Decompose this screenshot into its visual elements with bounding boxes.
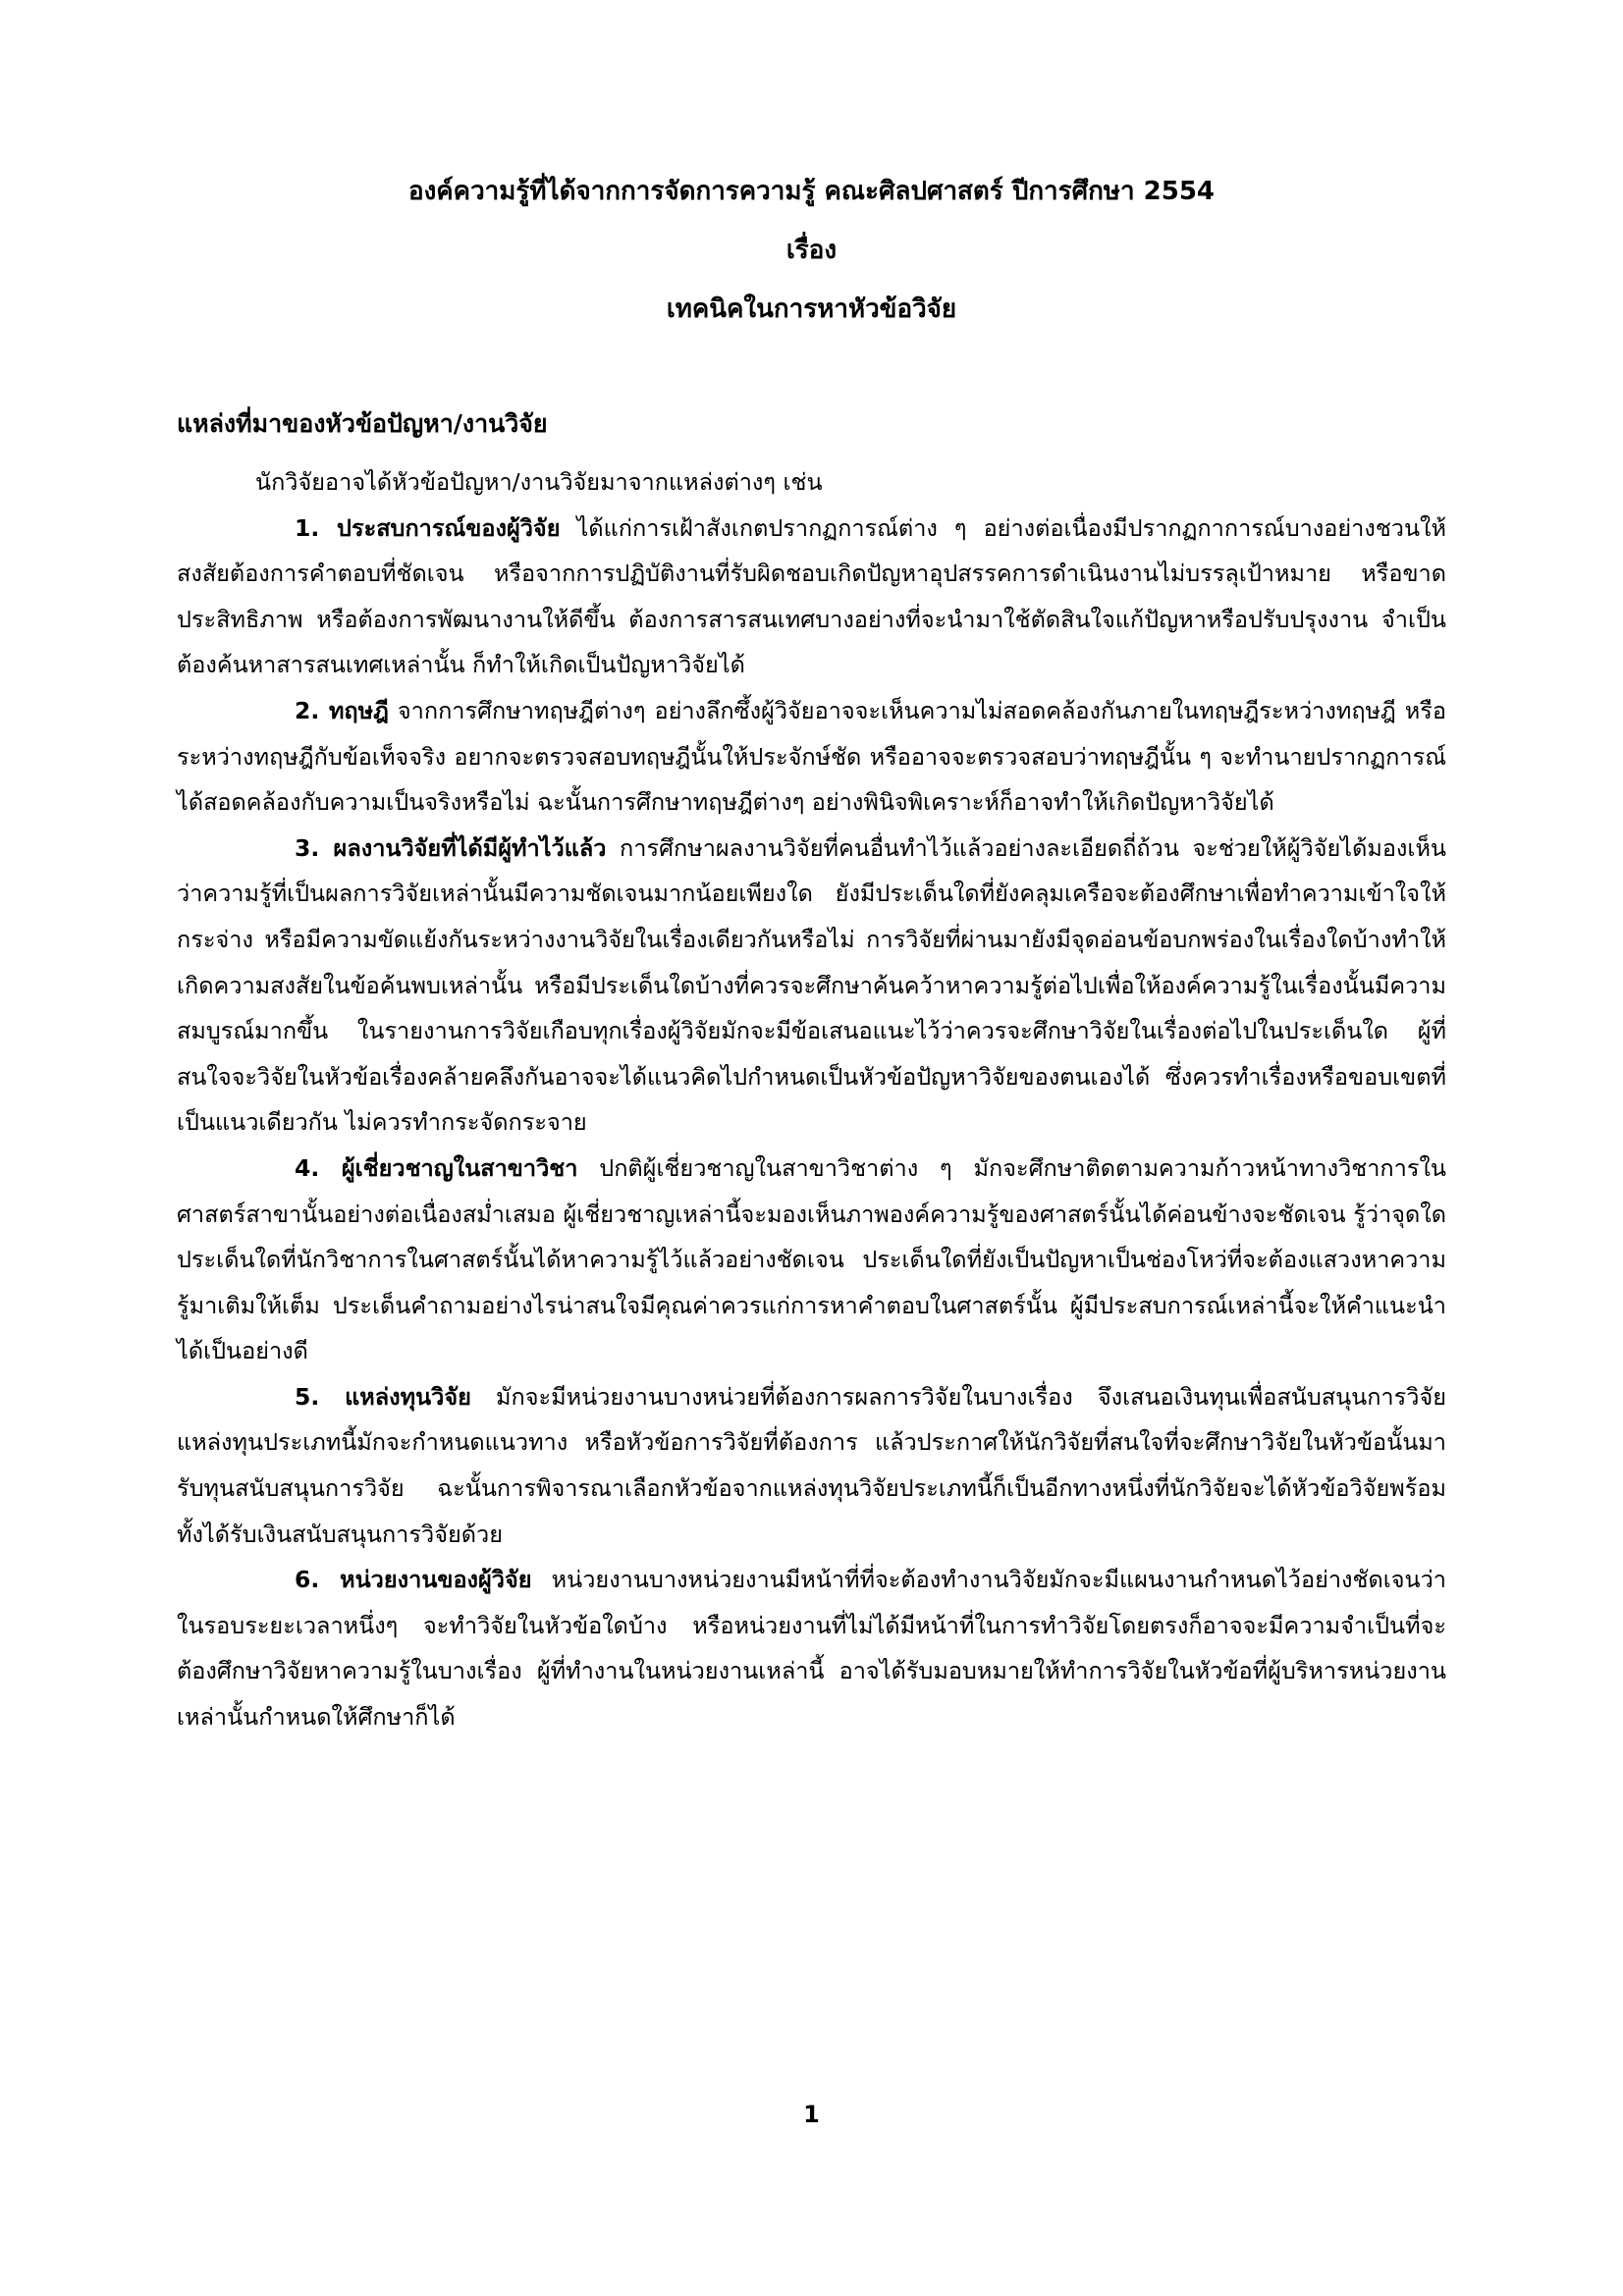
item-text: ปกติผู้เชี่ยวชาญในสาขาวิชาต่าง ๆ มักจะศึกษาติดตามความก้าวหน้าทางวิชาการในศาสตร์สาขานั้นอย่างต่อเนื่องสม่ำเสมอ ผู้เชี่ยวชาญเหล่านี้จะมองเห็นภาพองค์ความรู้ของศาสตร์นั้นได้ค่อนข้างจะชัดเจน รู้ว่าจุดใดประเด็นใดที่นักวิชาการในศาสตร์นั้นได้หาความรู้ไว้แล้วอย่างชัดเจน ประเด็นใดที่ยังเป็นปัญหาเป็นช่องโหว่ที่จะต้องแสวงหาความรู้มาเติมให้เต็ม ประเด็นคำถามอย่างไรน่าสนใจมีคุณค่าควรแก่การหาคำตอบในศาสตร์นั้น ผู้มีประสบการณ์เหล่านี้จะให้คำแนะนำได้เป็นอย่างดี — [177, 1153, 1446, 1365]
item-text: จากการศึกษาทฤษฎีต่างๆ อย่างลึกซึ้งผู้วิจัยอาจจะเห็นความไม่สอดคล้องกันภายในทฤษฎีระหว่างทฤษฎี หรือระหว่างทฤษฎีกับข้อเท็จจริง อยากจะตรวจสอบทฤษฎีนั้นให้ประจักษ์ชัด หรืออาจจะตรวจสอบว่าทฤษฎีนั้น ๆ จะทำนายปรากฏการณ์ได้สอดคล้องกับความเป็นจริงหรือไม่ ฉะนั้นการศึกษาทฤษฎีต่างๆ อย่างพินิจพิเคราะห์ก็อาจทำให้เกิดปัญหาวิจัยได้ — [177, 696, 1447, 817]
item-lead: 1. ประสบการณ์ของผู้วิจัย — [295, 513, 561, 542]
list-item — [177, 1374, 1446, 1557]
section-heading: แหล่งที่มาของหัวข้อปัญหา/งานวิจัย — [177, 409, 548, 438]
title-line-2: เรื่อง — [785, 236, 838, 265]
list-item — [177, 826, 1446, 1146]
item-text: หน่วยงานบางหน่วยงานมีหน้าที่ที่จะต้องทำงานวิจัยมักจะมีแผนงานกำหนดไว้อย่างชัดเจนว่าในรอบระยะเวลาหนึ่งๆ จะทำวิจัยในหัวข้อใดบ้าง หรือหน่วยงานที่ไม่ได้มีหน้าที่ในการทำวิจัยโดยตรงก็อาจจะมีความจำเป็นที่จะต้องศึกษาวิจัยหาความรู้ในบางเรื่อง ผู้ที่ทำงานในหน่วยงานเหล่านี้ อาจได้รับมอบหมายให้ทำการวิจัยในหัวข้อที่ผู้บริหารหน่วยงานเหล่านั้นกำหนดให้ศึกษาก็ได้ — [177, 1566, 1446, 1732]
item-lead: 3. ผลงานวิจัยที่ได้มีผู้ทำไว้แล้ว — [295, 833, 607, 862]
item-text: ได้แก่การเฝ้าสังเกตปรากฏการณ์ต่าง ๆ อย่างต่อเนื่องมีปรากฏกาการณ์บางอย่างชวนให้สงสัยต้องการคำตอบที่ชัดเจน หรือจากการปฏิบัติงานที่รับผิดชอบเกิดปัญหาอุปสรรคการดำเนินงานไม่บรรลุเป้าหมาย หรือขาดประสิทธิภาพ หรือต้องการพัฒนางานให้ดีขึ้น ต้องการสารสนเทศบางอย่างที่จะนำมาใช้ตัดสินใจแก้ปัญหาหรือปรับปรุงงาน จำเป็นต้องค้นหาสารสนเทศเหล่านั้น ก็ทำให้เกิดเป็นปัญหาวิจัยได้ — [177, 513, 1447, 679]
list-item — [177, 1557, 1446, 1739]
list-item — [177, 1146, 1446, 1374]
list-item — [177, 506, 1446, 688]
item-text: การศึกษาผลงานวิจัยที่คนอื่นทำไว้แล้วอย่างละเอียดถี่ถ้วน จะช่วยให้ผู้วิจัยได้มองเห็นว่าความรู้ที่เป็นผลการวิจัยเหล่านั้นมีความชัดเจนมากน้อยเพียงใด ยังมีประเด็นใดที่ยังคลุมเครือจะต้องศึกษาเพื่อทำความเข้าใจให้กระจ่าง หรือมีความขัดแย้งกันระหว่างงานวิจัยในเรื่องเดียวกันหรือไม่ การวิจัยที่ผ่านมายังมีจุดอ่อนข้อบกพร่องในเรื่องใดบ้างทำให้เกิดความสงสัยในข้อค้นพบเหล่านั้น หรือมีประเด็นใดบ้างที่ควรจะศึกษาค้นคว้าหาความรู้ต่อไปเพื่อให้องค์ความรู้ในเรื่องนั้นมีความสมบูรณ์มากขึ้น ในรายงานการวิจัยเกือบทุกเรื่องผู้วิจัยมักจะมีข้อเสนอแนะไว้ว่าควรจะศึกษาวิจัยในเรื่องต่อไปในประเด็นใด ผู้ที่สนใจจะวิจัยในหัวข้อเรื่องคล้ายคลึงกันอาจจะได้แนวคิดไปกำหนดเป็นหัวข้อปัญหาวิจัยของตนเองได้ ซึ่งควรทำเรื่องหรือขอบเขตที่เป็นแนวเดียวกัน ไม่ควรทำกระจัดกระจาย — [177, 833, 1446, 1137]
document-title — [0, 162, 1623, 339]
page-number: 1 — [803, 2101, 820, 2128]
list-item — [177, 688, 1446, 826]
item-lead: 5. แหล่งทุนวิจัย — [295, 1382, 471, 1411]
item-lead: 2. ทฤษฎี — [295, 696, 389, 724]
document-body — [177, 459, 1446, 1740]
item-lead: 4. ผู้เชี่ยวชาญในสาขาวิชา — [295, 1153, 578, 1182]
item-lead: 6. หน่วยงานของผู้วิจัย — [295, 1566, 532, 1594]
title-line-1: องค์ความรู้ที่ได้จากการจัดการความรู้ คณะศิลปศาสตร์ ปีการศึกษา 2554 — [407, 177, 1216, 206]
title-line-3: เทคนิคในการหาหัวข้อวิจัย — [666, 294, 957, 324]
intro-paragraph: นักวิจัยอาจได้หัวข้อปัญหา/งานวิจัยมาจากแหล่งต่างๆ เช่น — [255, 468, 823, 496]
item-text: มักจะมีหน่วยงานบางหน่วยที่ต้องการผลการวิจัยในบางเรื่อง จึงเสนอเงินทุนเพื่อสนับสนุนการวิจัย แหล่งทุนประเภทนี้มักจะกำหนดแนวทาง หรือหัวข้อการวิจัยที่ต้องการ แล้วประกาศให้นักวิจัยที่สนใจที่จะศึกษาวิจัยในหัวข้อนั้นมารับทุนสนับสนุนการวิจัย ฉะนั้นการพิจารณาเลือกหัวข้อจากแหล่งทุนวิจัยประเภทนี้ก็เป็นอีกทางหนึ่งที่นักวิจัยจะได้หัวข้อวิจัยพร้อมทั้งได้รับเงินสนับสนุนการวิจัยด้วย — [177, 1382, 1446, 1548]
